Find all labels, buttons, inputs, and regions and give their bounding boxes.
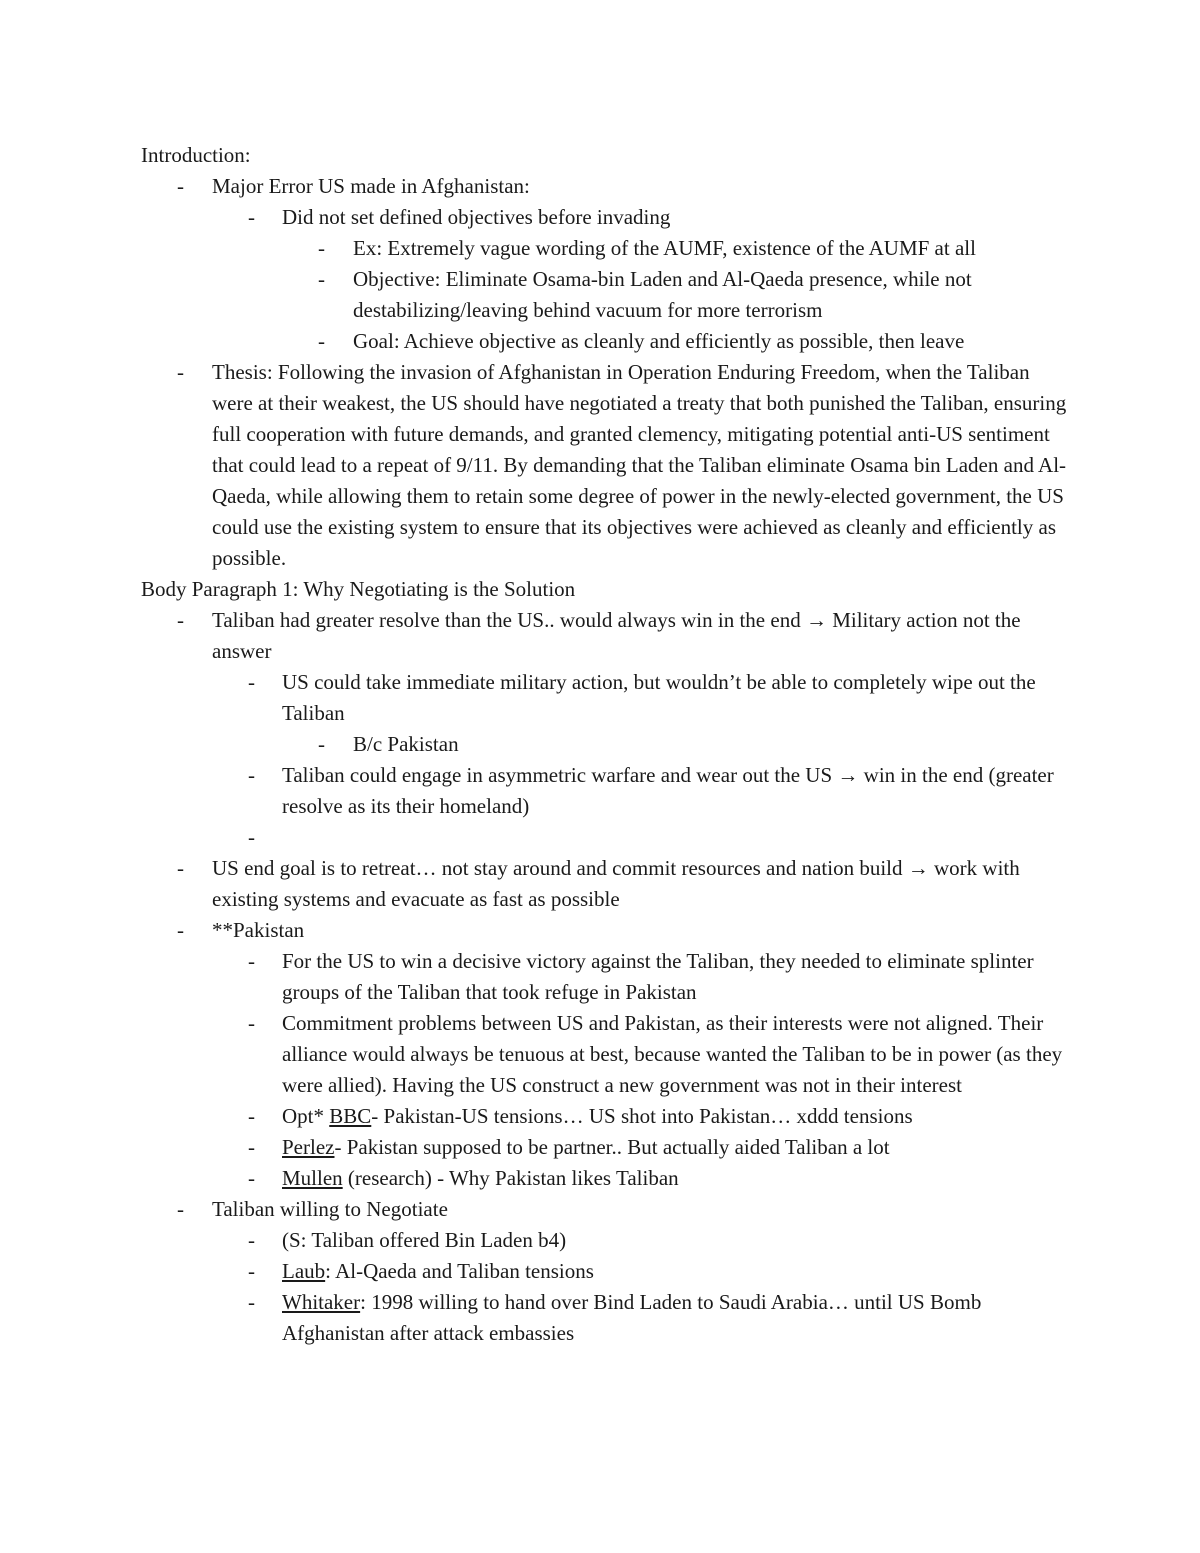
source-mullen: Mullen — [282, 1166, 343, 1190]
bullet-dash: - — [318, 732, 325, 756]
s-offered-text: (S: Taliban offered Bin Laden b4) — [282, 1228, 567, 1252]
list-item — [141, 171, 1071, 202]
bullet-dash: - — [248, 949, 255, 973]
list-item — [141, 1101, 1071, 1132]
opt-bbc-line — [282, 1101, 1071, 1132]
bullet-dash: - — [318, 267, 325, 291]
list-item — [141, 1132, 1071, 1163]
list-item — [141, 729, 1071, 760]
source-laub: Laub — [282, 1259, 326, 1283]
bullet-dash: - — [248, 1290, 255, 1314]
list-item — [141, 1008, 1071, 1101]
bullet-dash: - — [248, 670, 255, 694]
list-item — [141, 915, 1071, 946]
perlez-line — [282, 1132, 1071, 1163]
perlez-rest: - Pakistan supposed to be partner.. But actually aided Taliban a lot — [334, 1135, 890, 1159]
asymmetric-text: Taliban could engage in asymmetric warfare and wear out the US → win in the end (greater resolve as its their homeland) — [282, 763, 1054, 818]
end-goal-text: US end goal is to retreat… not stay around and commit resources and nation build → work with existing systems and evacuate as fast as possible — [212, 856, 1020, 911]
objective-text: Objective: Eliminate Osama-bin Laden and Al-Qaeda presence, while not destabilizing/leaving behind vacuum for more terrorism — [353, 267, 972, 322]
list-item — [141, 1256, 1071, 1287]
thesis-text: Thesis: Following the invasion of Afghanistan in Operation Enduring Freedom, when the Taliban were at their weakest, the US should have negotiated a treaty that both punished the Taliban, ensuring full cooperation with future demands, and granted clemency, mitigating potential anti-US sentiment that could lead to a repeat of 9/11. By demanding that the Taliban eliminate Osama bin Laden and Al-Qaeda, while allowing them to retain some degree of power in the newly-elected government, the US could use the existing system to ensure that its objectives were achieved as cleanly and efficiently as possible. — [212, 360, 1067, 570]
opt-prefix: Opt* — [282, 1104, 330, 1128]
goal-text: Goal: Achieve objective as cleanly and efficiently as possible, then leave — [353, 329, 965, 353]
no-objectives-text: Did not set defined objectives before invading — [282, 205, 671, 229]
whitaker-rest: : 1998 willing to hand over Bind Laden to Saudi Arabia… until US Bomb Afghanistan after attack embassies — [282, 1290, 982, 1345]
source-whitaker: Whitaker — [282, 1290, 361, 1314]
list-item — [141, 1225, 1071, 1256]
immediate-action-text: US could take immediate military action, but wouldn’t be able to completely wipe out the Taliban — [282, 670, 1036, 725]
laub-line — [282, 1256, 1071, 1287]
opt-rest: - Pakistan-US tensions… US shot into Pakistan… xddd tensions — [371, 1104, 913, 1128]
list-item — [141, 326, 1071, 357]
list-item — [141, 605, 1071, 667]
list-item — [141, 357, 1071, 574]
list-item — [141, 946, 1071, 1008]
bullet-dash: - — [248, 205, 255, 229]
bullet-dash: - — [177, 856, 184, 880]
bullet-dash: - — [248, 1259, 255, 1283]
bullet-dash: - — [248, 763, 255, 787]
mullen-line — [282, 1163, 1071, 1194]
pakistan-text: **Pakistan — [212, 918, 305, 942]
source-perlez: Perlez — [282, 1135, 335, 1159]
bullet-dash: - — [248, 1166, 255, 1190]
bullet-dash: - — [177, 360, 184, 384]
list-item — [141, 202, 1071, 233]
whitaker-line — [282, 1287, 1071, 1349]
bullet-dash: - — [177, 918, 184, 942]
list-item — [141, 1194, 1071, 1225]
bullet-dash: - — [177, 174, 184, 198]
bullet-dash: - — [177, 1197, 184, 1221]
bc-pakistan-text: B/c Pakistan — [353, 732, 459, 756]
resolve-text: Taliban had greater resolve than the US.. would always win in the end → Military action not the answer — [212, 608, 1021, 663]
list-item — [141, 233, 1071, 264]
bullet-dash: - — [248, 1135, 255, 1159]
bullet-dash: - — [248, 1228, 255, 1252]
willing-text: Taliban willing to Negotiate — [212, 1197, 448, 1221]
bullet-dash: - — [318, 236, 325, 260]
list-item — [141, 264, 1071, 326]
laub-rest: : Al-Qaeda and Taliban tensions — [325, 1259, 594, 1283]
commitment-text: Commitment problems between US and Pakistan, as their interests were not aligned. Their alliance would always be tenuous at best, because wanted the Taliban to be in power (as they were allied). Having the US construct a new government was not in their interest — [282, 1011, 1063, 1097]
bullet-dash: - — [248, 825, 255, 849]
decisive-text: For the US to win a decisive victory against the Taliban, they needed to eliminate splinter groups of the Taliban that took refuge in Pakistan — [282, 949, 1034, 1004]
list-item — [141, 1163, 1071, 1194]
document-body — [141, 140, 1071, 1349]
bullet-dash: - — [248, 1104, 255, 1128]
mullen-rest: (research) - Why Pakistan likes Taliban — [342, 1166, 679, 1190]
bullet-dash: - — [318, 329, 325, 353]
list-item — [141, 1287, 1071, 1349]
bullet-dash: - — [248, 1011, 255, 1035]
body1-heading: Body Paragraph 1: Why Negotiating is the Solution — [141, 577, 576, 601]
list-item — [141, 853, 1071, 915]
list-item — [141, 667, 1071, 729]
list-item — [141, 760, 1071, 822]
source-bbc: BBC — [329, 1104, 372, 1128]
intro-heading: Introduction: — [141, 143, 251, 167]
example-text: Ex: Extremely vague wording of the AUMF, existence of the AUMF at all — [353, 236, 976, 260]
major-error-text: Major Error US made in Afghanistan: — [212, 174, 530, 198]
list-item-empty — [141, 822, 1071, 853]
bullet-dash: - — [177, 608, 184, 632]
